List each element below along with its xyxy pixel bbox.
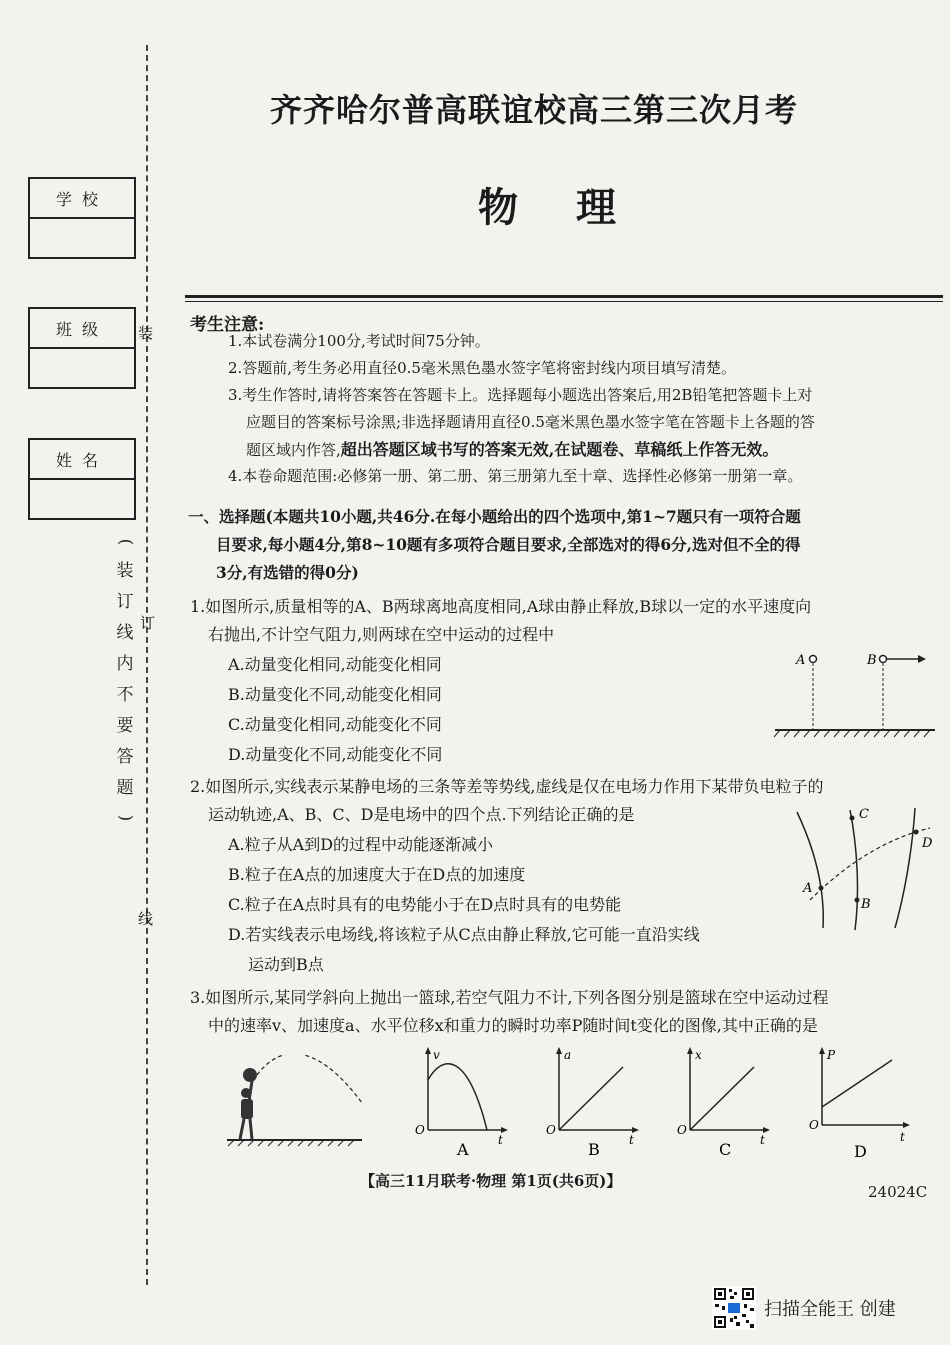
q1-option-d: D.动量变化不同,动能变化不同 <box>228 745 443 764</box>
vnote-char: ) <box>114 814 135 822</box>
note-3-end <box>246 436 778 464</box>
ball-a <box>810 656 817 663</box>
exam-title: 齐齐哈尔普高联谊校高三第三次月考 <box>270 91 799 129</box>
graph-c-origin: O <box>677 1123 687 1137</box>
qr-code-icon <box>712 1286 756 1330</box>
page-footer: 【高三11月联考·物理 第1页(共6页)】 <box>360 1172 622 1190</box>
q3-stem-1: 3.如图所示,某同学斜向上抛出一篮球,若空气阻力不计,下列各图分别是篮球在空中运动过程 <box>190 988 829 1007</box>
name-box <box>28 438 136 520</box>
header-rule-thin <box>185 301 943 302</box>
section-instruction-1: 一、选择题(本题共10小题,共46分.在每小题给出的四个选项中,第1~7题只有一项符合题 <box>188 507 801 526</box>
q2-option-a: A.粒子从A到D的过程中动能逐渐减小 <box>228 835 494 854</box>
binding-dashed-line <box>146 45 148 1285</box>
graph-b-ylabel: a <box>564 1048 572 1062</box>
q1-label-b: B <box>867 653 877 668</box>
q2-label-c: C <box>859 807 869 822</box>
q2-figure <box>785 800 940 935</box>
q3-stem-2: 中的速率v、加速度a、水平位移x和重力的瞬时功率P随时间t变化的图像,其中正确的是 <box>208 1016 818 1035</box>
class-box <box>28 307 136 389</box>
q2-stem-2: 运动轨迹,A、B、C、D是电场中的四个点.下列结论正确的是 <box>208 805 635 824</box>
note-3-prefix: 题区域内作答, <box>246 441 341 459</box>
vnote-char: 内 <box>116 654 134 674</box>
graph-a-caption: A <box>457 1140 469 1159</box>
school-field[interactable] <box>30 219 134 257</box>
graph-a-ylabel: v <box>433 1048 440 1062</box>
note-3-warning: 超出答题区域书写的答案无效,在试题卷、草稿纸上作答无效。 <box>340 440 779 459</box>
graph-a-xlabel: t <box>498 1133 503 1147</box>
q2-option-c: C.粒子在A点时具有的电势能小于在D点时具有的电势能 <box>228 895 622 914</box>
scanner-text: 扫描全能王 创建 <box>764 1299 896 1320</box>
q1-option-c: C.动量变化相同,动能变化不同 <box>228 715 442 734</box>
q1-label-a: A <box>796 653 806 668</box>
vnote-char: 要 <box>116 716 134 736</box>
note-3: 3.考生作答时,请将答案答在答题卡上。选择题每小题选出答案后,用2B铅笔把答题卡上对 <box>228 386 813 404</box>
vnote-char: 不 <box>116 685 134 705</box>
q1-option-b: B.动量变化不同,动能变化相同 <box>228 685 442 704</box>
binding-char-2: 订 <box>140 614 156 632</box>
graph-d-ylabel: P <box>827 1048 836 1062</box>
graph-d-origin: O <box>809 1118 819 1132</box>
ball-b <box>880 656 887 663</box>
vnote-char: 装 <box>116 561 134 581</box>
binding-char-1: 装 <box>138 324 154 342</box>
q1-stem-1: 1.如图所示,质量相等的A、B两球离地高度相同,A球由静止释放,B球以一定的水平速度向 <box>190 597 812 616</box>
graph-a <box>412 1045 512 1160</box>
notes-heading: 考生注意: <box>190 315 265 335</box>
note-2: 2.答题前,考生务必用直径0.5毫米黑色墨水签字笔将密封线内项目填写清楚。 <box>228 359 736 377</box>
graph-b-xlabel: t <box>629 1133 634 1147</box>
q2-option-b: B.粒子在A点的加速度大于在D点的加速度 <box>228 865 526 884</box>
binding-char-3: 线 <box>138 910 154 928</box>
graph-c-ylabel: x <box>695 1048 702 1062</box>
graph-d-caption: D <box>854 1142 867 1161</box>
q1-stem-2: 右抛出,不计空气阻力,则两球在空中运动的过程中 <box>208 625 555 644</box>
section-instruction-2: 目要求,每小题4分,第8~10题有多项符合题目要求,全部选对的得6分,选对但不全的得 <box>216 535 801 554</box>
name-label: 姓名 <box>30 440 134 480</box>
graph-d-xlabel: t <box>900 1130 905 1144</box>
graph-c <box>674 1045 774 1160</box>
point-c <box>850 816 855 821</box>
header-rule <box>185 295 943 298</box>
vnote-char: 订 <box>116 592 134 612</box>
point-d <box>914 830 919 835</box>
note-4: 4.本卷命题范围:必修第一册、第二册、第三册第九至十章、选择性必修第一册第一章。 <box>228 467 803 485</box>
graph-b-caption: B <box>588 1140 600 1159</box>
section-instruction-3: 3分,有选错的得0分) <box>216 563 359 582</box>
q2-option-d-cont: 运动到B点 <box>248 955 324 974</box>
point-b <box>855 898 860 903</box>
vnote-char: ( <box>114 538 135 546</box>
scanner-watermark <box>712 1286 896 1330</box>
class-label: 班级 <box>30 309 134 349</box>
q2-label-d: D <box>922 836 933 851</box>
vnote-char: 答 <box>116 747 134 767</box>
q3-basketball-figure <box>222 1055 367 1147</box>
q1-option-a: A.动量变化相同,动能变化相同 <box>228 655 442 674</box>
vnote-char: 线 <box>116 623 134 643</box>
school-box <box>28 177 136 259</box>
subject-title: 物理 <box>478 184 674 231</box>
point-a <box>819 886 824 891</box>
graph-b-origin: O <box>546 1123 556 1137</box>
graph-c-xlabel: t <box>760 1133 765 1147</box>
note-3-cont: 应题目的答案标号涂黑;非选择题请用直径0.5毫米黑色墨水签字笔在答题卡上各题的答 <box>246 413 815 431</box>
q2-stem-1: 2.如图所示,实线表示某静电场的三条等差等势线,虚线是仅在电场力作用下某带负电粒子的 <box>190 777 824 796</box>
graph-d <box>806 1045 916 1165</box>
q1-figure <box>770 645 940 740</box>
graph-a-origin: O <box>415 1123 425 1137</box>
q2-label-a: A <box>803 881 813 896</box>
paper-code: 24024C <box>868 1183 928 1201</box>
name-field[interactable] <box>30 480 134 518</box>
class-field[interactable] <box>30 349 134 387</box>
q2-label-b: B <box>861 897 871 912</box>
graph-b <box>543 1045 643 1160</box>
vnote-char: 题 <box>116 778 134 798</box>
school-label: 学校 <box>30 179 134 219</box>
note-1: 1.本试卷满分100分,考试时间75分钟。 <box>228 332 490 350</box>
velocity-arrow-icon <box>918 655 926 663</box>
binding-vertical-note <box>114 528 136 832</box>
q2-option-d: D.若实线表示电场线,将该粒子从C点由静止释放,它可能一直沿实线 <box>228 925 700 944</box>
graph-c-caption: C <box>719 1140 732 1159</box>
student-icon <box>240 1068 257 1139</box>
